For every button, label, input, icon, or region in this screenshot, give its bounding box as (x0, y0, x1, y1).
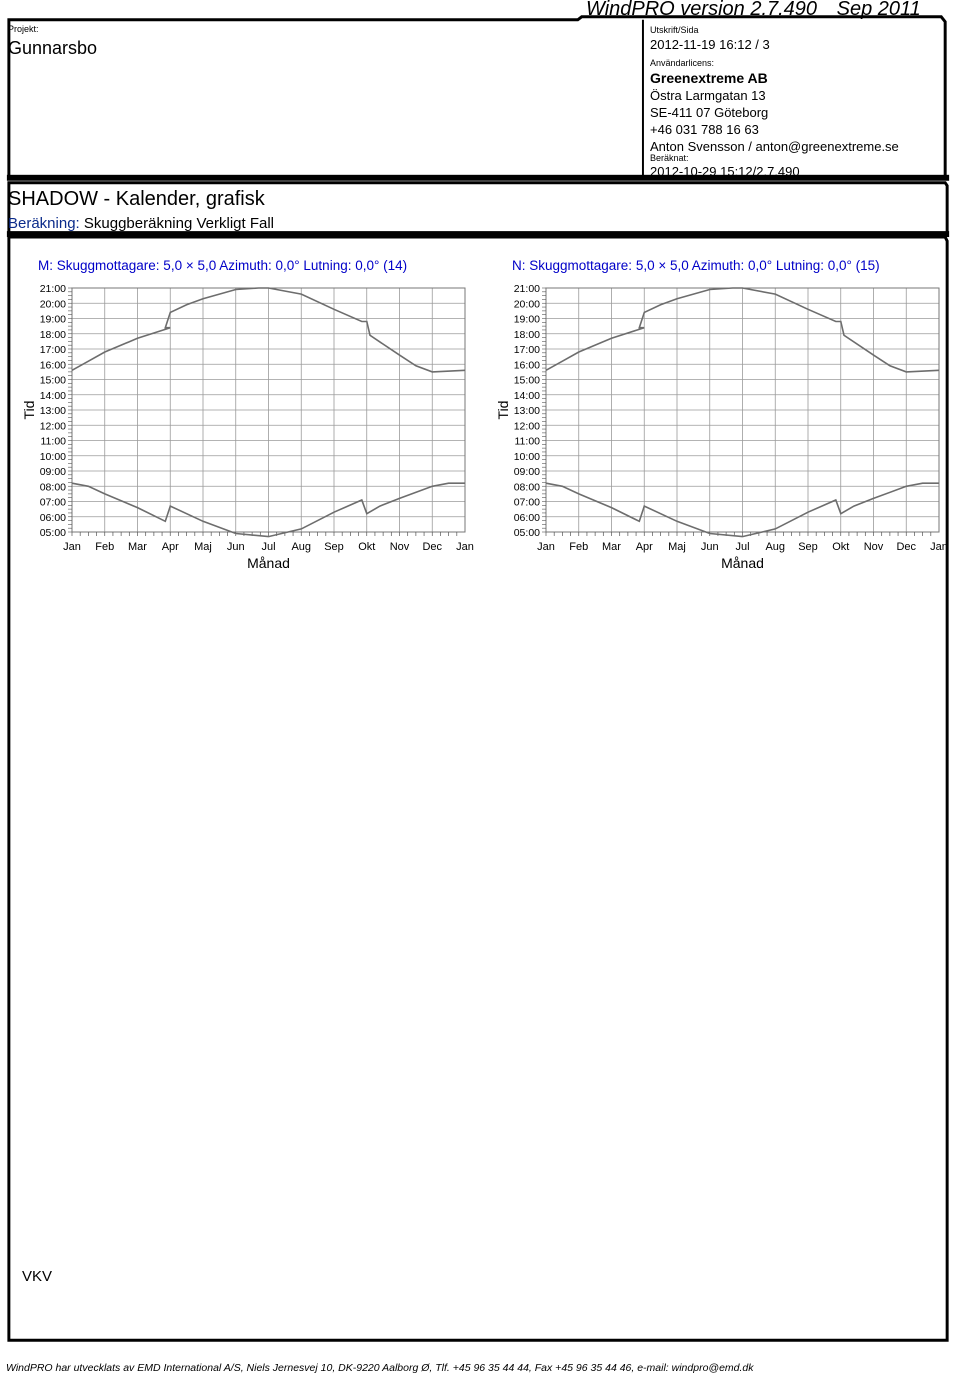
footer-credit: WindPRO har utvecklats av EMD International A/S, Niels Jernesvej 10, DK-9220 Aalborg Ø, Tlf. +45 96 35 44 44, Fax +45 96 35 44 46, e-mail: windpro@emd.dk (6, 1362, 754, 1374)
y-tick-label: 12:00 (39, 420, 66, 433)
calc-line (8, 215, 274, 232)
y-axis-label: Tid (495, 400, 511, 420)
y-tick-label: 05:00 (39, 527, 66, 539)
y-tick-label: 14:00 (39, 389, 66, 402)
y-tick-label: 12:00 (513, 420, 540, 433)
windpro-version (586, 0, 921, 21)
x-tick-label: Jan (63, 541, 81, 553)
y-tick-label: 16:00 (39, 359, 66, 372)
x-tick-label: Feb (569, 541, 589, 553)
x-tick-label: Mar (602, 541, 621, 553)
y-tick-label: 10:00 (39, 450, 66, 463)
y-tick-label: 13:00 (39, 405, 66, 417)
x-tick-label: Okt (358, 541, 376, 553)
x-axis-label: Månad (247, 555, 290, 571)
x-tick-label: Apr (635, 541, 653, 553)
projekt-label: Projekt: (8, 24, 39, 34)
y-tick-label: 18:00 (39, 328, 66, 341)
y-tick-label: 16:00 (513, 359, 540, 372)
x-tick-label: Dec (422, 541, 443, 553)
x-tick-label: Feb (95, 541, 115, 553)
version-text: WindPRO version 2.7.490 (586, 0, 818, 20)
beraknat-value: 2012-10-29 15:12/2.7.490 (650, 164, 800, 179)
x-tick-label: Aug (291, 541, 312, 553)
y-tick-label: 06:00 (39, 511, 66, 524)
y-tick-label: 09:00 (513, 466, 540, 478)
x-tick-label: Okt (832, 541, 850, 553)
x-tick-label: Jan (537, 541, 555, 553)
calc-value: Skuggberäkning Verkligt Fall (83, 215, 274, 232)
x-tick-label: Sep (798, 541, 818, 553)
y-tick-label: 07:00 (39, 496, 66, 509)
y-tick-label: 21:00 (513, 283, 540, 295)
chart-m-svg (10, 250, 480, 580)
x-tick-label: Jul (261, 541, 276, 553)
licens-contact: Anton Svensson / anton@greenextreme.se (650, 139, 899, 154)
x-tick-label: Sep (324, 541, 344, 553)
y-tick-label: 10:00 (513, 450, 540, 463)
version-date: Sep 2011 (836, 0, 921, 20)
x-tick-label: Jan (456, 541, 474, 553)
x-tick-label: Jun (700, 541, 719, 553)
y-tick-label: 20:00 (513, 298, 540, 311)
y-tick-label: 17:00 (513, 344, 540, 356)
x-tick-label: Mar (128, 541, 147, 553)
y-tick-label: 14:00 (513, 389, 540, 402)
y-tick-label: 11:00 (40, 435, 66, 448)
y-tick-label: 15:00 (39, 374, 66, 387)
x-tick-label: Maj (668, 541, 686, 553)
beraknat-label: Beräknat: (650, 153, 689, 163)
x-tick-label: Aug (765, 541, 786, 553)
y-tick-label: 19:00 (39, 313, 66, 326)
y-tick-label: 17:00 (39, 344, 66, 356)
licens-address2: SE-411 07 Göteborg (650, 105, 769, 120)
y-tick-label: 20:00 (39, 298, 66, 311)
utskrift-value: 2012-11-19 16:12 / 3 (650, 37, 770, 52)
chart-title: N: Skuggmottagare: 5,0 × 5,0 Azimuth: 0,0° Lutning: 0,0° (15) (512, 258, 880, 273)
y-tick-label: 15:00 (513, 374, 540, 387)
licens-label: Användarlicens: (650, 58, 715, 68)
chart-title: M: Skuggmottagare: 5,0 × 5,0 Azimuth: 0,0° Lutning: 0,0° (14) (38, 258, 408, 273)
y-tick-label: 21:00 (39, 283, 66, 295)
projekt-name: Gunnarsbo (8, 38, 98, 58)
x-tick-label: Apr (161, 541, 179, 553)
y-tick-label: 06:00 (513, 511, 540, 524)
x-tick-label: Jan (930, 541, 948, 553)
section-title: SHADOW - Kalender, grafisk (8, 188, 265, 210)
x-tick-label: Nov (863, 541, 884, 553)
x-axis-label: Månad (721, 555, 764, 571)
chart-n-svg (484, 250, 954, 580)
x-tick-label: Nov (389, 541, 410, 553)
chart-m (10, 250, 480, 580)
x-tick-label: Jul (735, 541, 750, 553)
chart-n (484, 250, 954, 580)
x-tick-label: Dec (896, 541, 917, 553)
vkv-label: VKV (22, 1268, 53, 1285)
y-tick-label: 08:00 (513, 481, 540, 494)
licens-address1: Östra Larmgatan 13 (650, 88, 766, 103)
y-tick-label: 11:00 (514, 435, 540, 448)
y-tick-label: 19:00 (513, 313, 540, 326)
utskrift-label: Utskrift/Sida (650, 25, 699, 35)
calc-label: Beräkning: (8, 215, 80, 232)
y-tick-label: 13:00 (513, 405, 540, 417)
y-tick-label: 07:00 (513, 496, 540, 509)
licens-phone: +46 031 788 16 63 (650, 122, 759, 137)
x-tick-label: Maj (194, 541, 212, 553)
y-tick-label: 08:00 (39, 481, 66, 494)
y-axis-label: Tid (21, 400, 37, 420)
y-tick-label: 18:00 (513, 328, 540, 341)
y-tick-label: 05:00 (513, 527, 540, 539)
x-tick-label: Jun (226, 541, 245, 553)
licens-company: Greenextreme AB (650, 70, 768, 86)
y-tick-label: 09:00 (39, 466, 66, 478)
